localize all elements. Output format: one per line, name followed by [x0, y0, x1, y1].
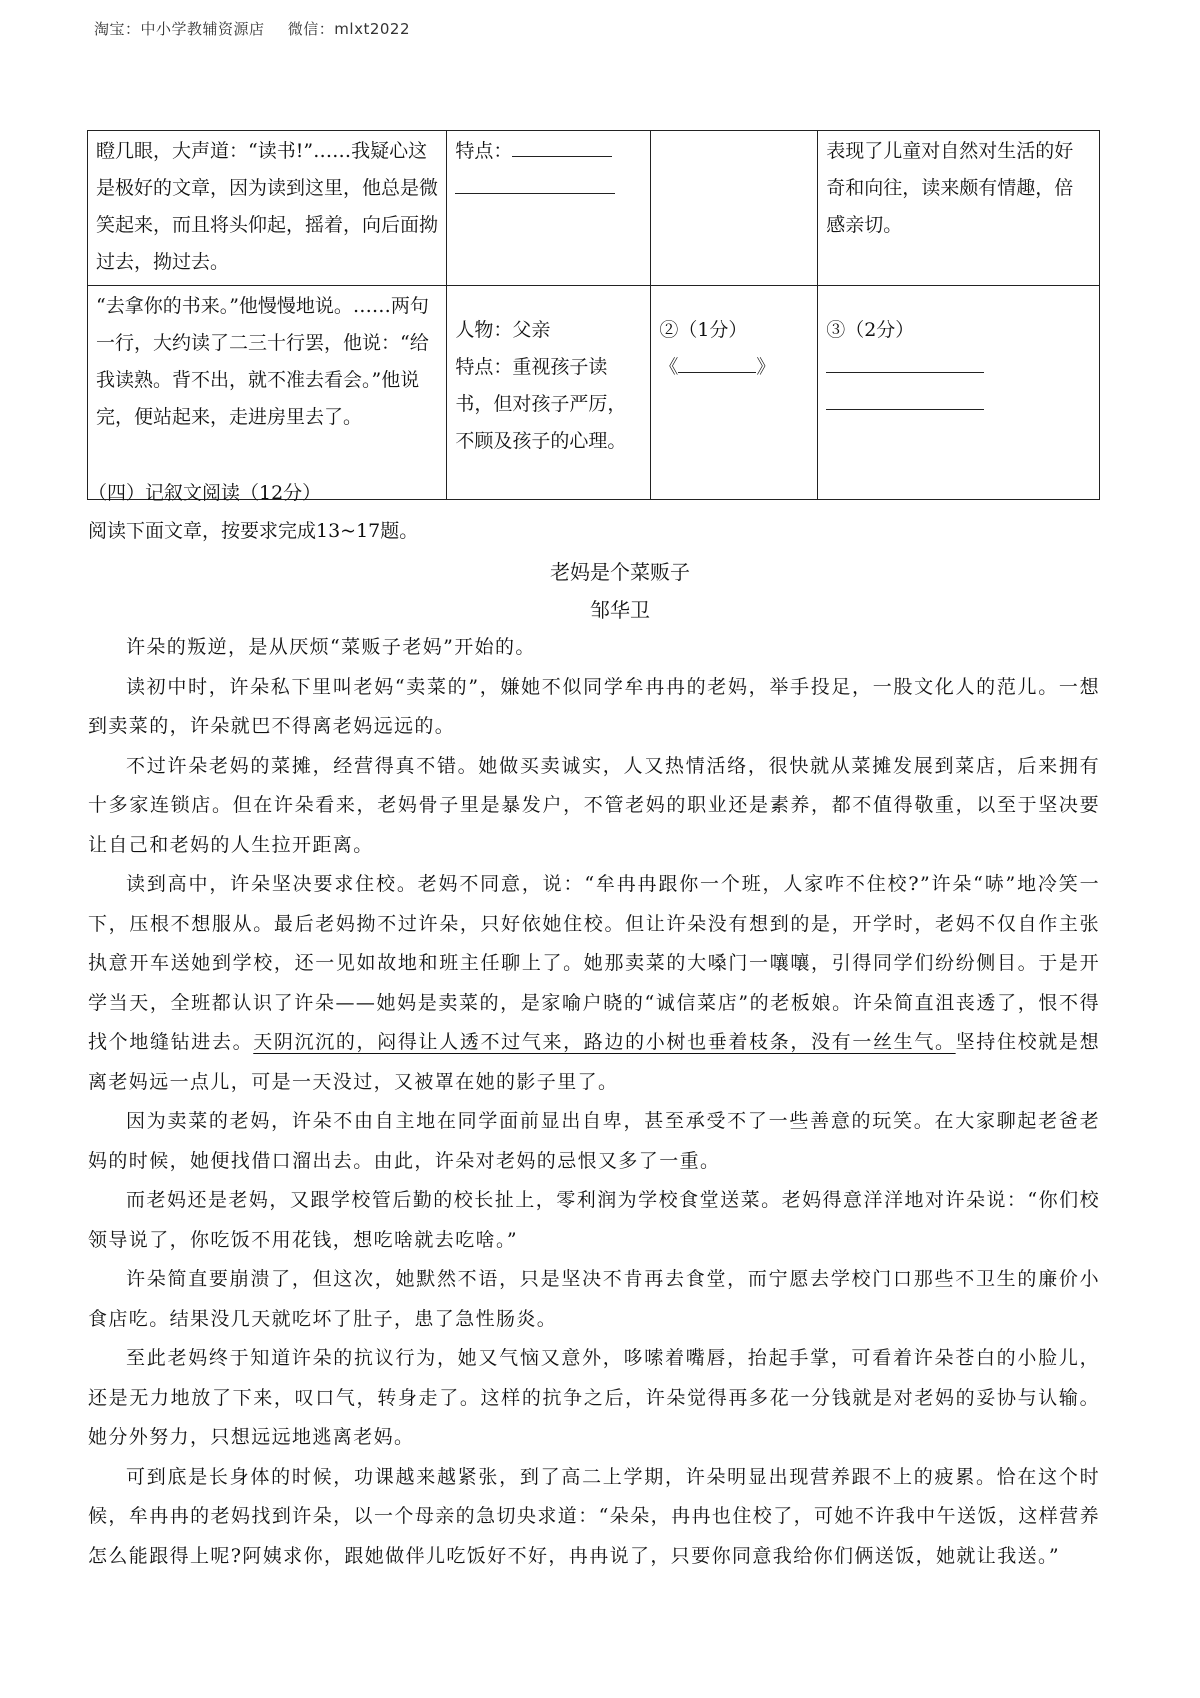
page-header	[94, 18, 428, 39]
book-close-bracket: 》	[756, 356, 776, 378]
question3-label: ③（2分）	[826, 319, 915, 341]
comment-cell	[818, 131, 1100, 286]
underlined-sentence: 天阴沉沉的，闷得让人透不过气来，路边的小树也垂着枝条，没有一丝生气。	[253, 1031, 956, 1053]
paragraph: 至此老妈终于知道许朵的抗议行为，她又气恼又意外，哆嗦着嘴唇，抬起手掌，可看着许朵苍白的小脸儿，还是无力地放了下来，叹口气，转身走了。这样的抗争之后，许朵觉得再多花一分钱就是对老妈的妥协与认输。她分外努力，只想远远地逃离老妈。	[88, 1347, 1100, 1448]
paragraph	[88, 865, 1100, 1102]
wechat-label: 微信：mlxt2022	[287, 20, 411, 38]
question2-cell	[651, 286, 818, 500]
character-text: 人物：父亲	[455, 319, 551, 341]
paragraph: 许朵的叛逆，是从厌烦“菜贩子老妈”开始的。	[126, 636, 536, 658]
table-row	[88, 286, 1100, 500]
section-title: （四）记叙文阅读（12分）	[88, 482, 322, 504]
paragraph: 不过许朵老妈的菜摊，经营得真不错。她做买卖诚实，人又热情活络，很快就从菜摊发展到菜店，后来拥有十多家连锁店。但在许朵看来，老妈骨子里是暴发户，不管老妈的职业还是素养，都不值得敬重，以至于坚决要让自己和老妈的人生拉开距离。	[88, 754, 1100, 856]
paragraph: 读初中时，许朵私下里叫老妈“卖菜的”，嫌她不似同学牟冉冉的老妈，举手投足，一股文化人的范儿。一想到卖菜的，许朵就巴不得离老妈远远的。	[88, 675, 1100, 737]
answer-blank[interactable]	[455, 171, 615, 194]
answer-blank[interactable]	[678, 350, 756, 373]
feature-text: 特点：重视孩子读书，但对孩子严厉，不顾及孩子的心理。	[455, 356, 627, 452]
feature-cell	[447, 131, 651, 286]
answer-blank[interactable]	[826, 350, 984, 373]
question2-label: ②（1分）	[659, 319, 748, 341]
paragraph-text: 读到高中，许朵坚决要求住校。老妈不同意，说：“牟冉冉跟你一个班，人家咋不住校?”许朵“哧”地冷笑一下，压根不想服从。最后老妈拗不过许朵，只好依她住校。但让许朵没有想到的是，开学时，老妈不仅自作主张执意开车送她到学校，还一见如故地和班主任聊上了。她那卖菜的大嗓门一嚷嚷，引得同学们纷纷侧目。于是开学当天，全班都认识了许朵——她妈是卖菜的，是家喻户晓的“诚信菜店”的老板娘。许朵简直沮丧透了，恨不得找个地缝钻进去。	[88, 873, 1100, 1053]
excerpt-text: 瞪几眼，大声道：“读书!”……我疑心这是极好的文章，因为读到这里，他总是微笑起来，而且将头仰起，摇着，向后面拗过去，拗过去。	[96, 140, 439, 273]
paragraph: 可到底是长身体的时候，功课越来越紧张，到了高二上学期，许朵明显出现营养跟不上的疲累。恰在这个时候，牟冉冉的老妈找到许朵，以一个母亲的急切央求道：“朵朵，冉冉也住校了，可她不许我中午送饭，这样营养怎么能跟得上呢?阿姨求你，跟她做伴儿吃饭好不好，冉冉说了，只要你同意我给你们俩送饭，她就让我送。”	[88, 1465, 1100, 1567]
excerpt-text: “去拿你的书来。”他慢慢地说。……两句一行，大约读了二三十行罢，他说：“给我读熟。背不出，就不准去看会。”他说完，便站起来，走进房里去了。	[96, 295, 429, 428]
table-row	[88, 131, 1100, 286]
question-table	[87, 130, 1100, 500]
paragraph: 因为卖菜的老妈，许朵不由自主地在同学面前显出自卑，甚至承受不了一些善意的玩笑。在大家聊起老爸老妈的时候，她便找借口溜出去。由此，许朵对老妈的忌恨又多了一重。	[88, 1110, 1100, 1172]
instruction-text: 阅读下面文章，按要求完成13~17题。	[88, 520, 419, 542]
paragraph-text: 坚持住校就是想离老妈远一点儿，可是一天没过，又被罩在她的影子里了。	[88, 1031, 1100, 1093]
article-author: 邹华卫	[590, 598, 650, 622]
question3-cell	[818, 286, 1100, 500]
excerpt-cell	[88, 131, 447, 286]
answer-blank[interactable]	[826, 387, 984, 410]
empty-cell	[651, 131, 818, 286]
comment-text: 表现了儿童对自然对生活的好奇和向往，读来颇有情趣，倍感亲切。	[826, 140, 1074, 236]
answer-blank[interactable]	[512, 134, 612, 157]
character-cell	[447, 286, 651, 500]
paragraph: 而老妈还是老妈，又跟学校管后勤的校长扯上，零利润为学校食堂送菜。老妈得意洋洋地对许朵说：“你们校领导说了，你吃饭不用花钱，想吃啥就去吃啥。”	[88, 1189, 1100, 1251]
excerpt-cell	[88, 286, 447, 500]
feature-label: 特点：	[455, 140, 513, 162]
paragraph: 许朵简直要崩溃了，但这次，她默然不语，只是坚决不肯再去食堂，而宁愿去学校门口那些不卫生的廉价小食店吃。结果没几天就吃坏了肚子，患了急性肠炎。	[88, 1268, 1100, 1330]
shop-label: 淘宝：中小学教辅资源店	[94, 20, 265, 38]
article-body	[88, 628, 1100, 1576]
article-title: 老妈是个菜贩子	[550, 560, 690, 584]
book-open-bracket: 《	[659, 356, 679, 378]
